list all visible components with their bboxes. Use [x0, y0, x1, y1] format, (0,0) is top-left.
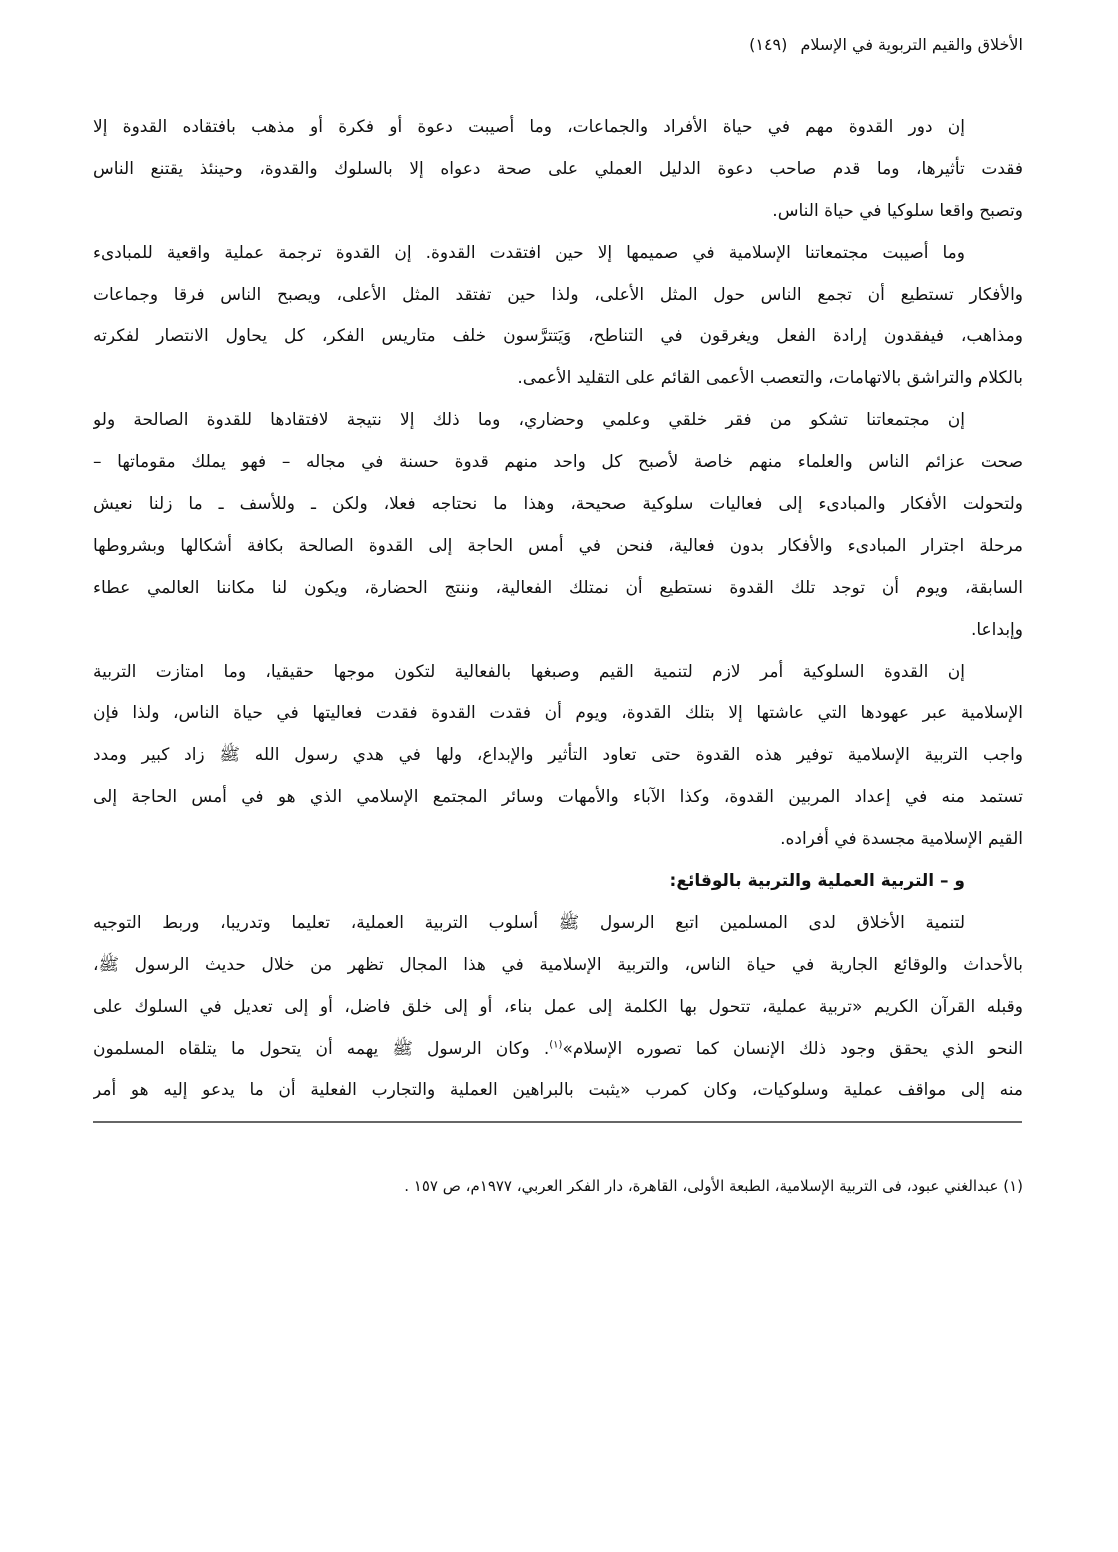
- footnote-divider: [93, 1121, 1022, 1123]
- footnote: (١) عبدالغني عبود، فى التربية الإسلامية، الطبعة الأولى، القاهرة، دار الفكر العربي، ١٩٧٧م، ص ١٥٧ .: [404, 1177, 1023, 1195]
- footnote-reference: (١): [549, 1038, 563, 1050]
- running-header: [93, 30, 1023, 60]
- text-line: السابقة، ويوم أن توجد تلك القدوة نستطيع أن نمتلك الفعالية، وننتج الحضارة، ويكون لنا مكاننا العالمي عطاء: [93, 577, 1023, 598]
- text-line: [93, 1029, 1023, 1071]
- header-title: الأخلاق والقيم التربوية في الإسلام: [800, 35, 1023, 54]
- text-line: إن القدوة السلوكية أمر لازم لتنمية القيم وصبغها بالفعالية لتكون موجها حقيقيا، وما امتازت التربية: [93, 661, 965, 682]
- text-line: وتصبح واقعا سلوكيا في حياة الناس.: [772, 200, 1023, 221]
- text-line: وإبداعا.: [970, 619, 1023, 640]
- paragraph: [93, 107, 1023, 233]
- paragraph: [93, 233, 1023, 401]
- text-line: فقدت تأثيرها، وما قدم صاحب دعوة الدليل العملي على صحة دعواه إلا بالسلوك والقدوة، وحينئذ يقتنع الناس: [93, 158, 1023, 179]
- text-line: تستمد منه في إعداد المربين القدوة، وكذا الآباء والأمهات وسائر المجتمع الإسلامي الذي هو في أمس الحاجة إلى: [93, 787, 1023, 808]
- text-line: صحت عزائم الناس والعلماء منهم خاصة لأصبح كل واحد منهم قدوة حسنة في مجاله – فهو يملك مقوماتها –: [93, 452, 1023, 473]
- text-line: لتنمية الأخلاق لدى المسلمين اتبع الرسول ﷺ أسلوب التربية العملية، تعليما وتدريبا، وربط التوجيه: [93, 912, 965, 933]
- text-line: وما أصيبت مجتمعاتنا الإسلامية في صميمها إلا حين افتقدت القدوة. إن القدوة ترجمة عملية واقعية للمبادىء: [93, 242, 965, 263]
- text-line: بالكلام والتراشق بالاتهامات، والتعصب الأعمى القائم على التقليد الأعمى.: [517, 368, 1023, 389]
- text-segment: . وكان الرسول ﷺ يهمه أن يتحول ما يتلقاه المسلمون: [93, 1038, 550, 1059]
- text-line: منه إلى مواقف عملية وسلوكيات، وكان كمرب «يثبت بالبراهين العملية والتجارب الفعلية أن ما يدعو إليه هو أمر: [93, 1080, 1023, 1101]
- text-line: بالأحداث والوقائع الجارية في حياة الناس، والتربية الإسلامية في هذا المجال تظهر من خلال حديث الرسول ﷺ،: [93, 954, 1023, 975]
- page-number: (١٤٩): [749, 35, 788, 54]
- paragraph: [93, 400, 1023, 651]
- paragraph: [93, 903, 1023, 1112]
- text-line: والأفكار تستطيع أن تجمع الناس حول المثل الأعلى، ولذا حين تفتقد المثل الأعلى، ويصبح الناس فرقا وجماعات: [93, 284, 1023, 305]
- section-heading: و – التربية العملية والتربية بالوقائع:: [669, 871, 965, 892]
- text-line: مرحلة اجترار المبادىء والأفكار بدون فعالية، فنحن في أمس الحاجة إلى القدوة الصالحة بكافة أشكالها وبشروطها: [93, 535, 1023, 556]
- text-line: وقبله القرآن الكريم «تربية عملية، تتحول بها الكلمة إلى عمل بناء، أو إلى خلق فاضل، أو إلى تعديل في السلوك على: [93, 996, 1023, 1017]
- text-line: ومذاهب، فيفقدون إرادة الفعل ويغرقون في التناطح، وَيَتترَّسون خلف متاريس الفكر، كل يحاول الانتصار لفكرته: [93, 326, 1023, 347]
- text-line: الإسلامية عبر عهودها التي عاشتها إلا بتلك القدوة، ويوم أن فقدت القدوة فقدت فعاليتها في حياة الناس، ولذا فإن: [93, 703, 1023, 724]
- paragraph: [93, 652, 1023, 861]
- text-line: القيم الإسلامية مجسدة في أفراده.: [780, 829, 1023, 850]
- text-line: ولتحولت الأفكار والمبادىء إلى فعاليات سلوكية صحيحة، وهذا ما نحتاجه فعلا، ولكن ـ وللأسف ـ ما زلنا نعيش: [93, 494, 1023, 515]
- body-text: [93, 107, 1023, 1112]
- text-segment: النحو الذي يحقق وجود ذلك الإنسان كما تصوره الإسلام»: [562, 1038, 1023, 1059]
- text-line: إن مجتمعاتنا تشكو من فقر خلقي وعلمي وحضاري، وما ذلك إلا نتيجة لافتقادها للقدوة الصالحة ولو: [93, 410, 965, 431]
- text-line: واجب التربية الإسلامية توفير هذه القدوة حتى تعاود التأثير والإبداع، ولها في هدي رسول الله ﷺ زاد كبير ومدد: [93, 745, 1023, 766]
- text-line: إن دور القدوة مهم في حياة الأفراد والجماعات، وما أصيبت دعوة أو فكرة أو مذهب بافتقاده القدوة إلا: [93, 117, 965, 137]
